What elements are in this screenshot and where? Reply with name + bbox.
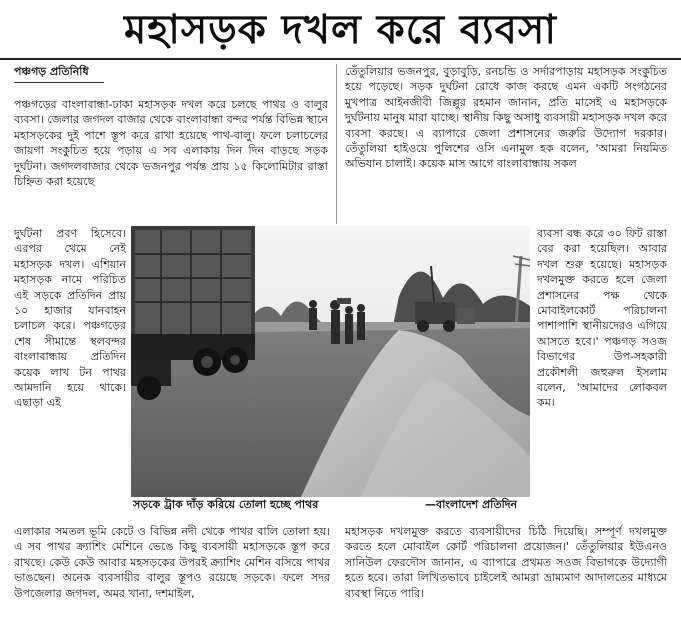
column-divider [336, 64, 337, 224]
photo-caption: সড়কে ট্রাক দাঁড় করিয়ে তোলা হচ্ছে পাথর [133, 498, 319, 511]
photo-credit: —বাংলাদেশ প্রতিদিন [425, 498, 518, 511]
byline-underline [14, 82, 104, 83]
headline: মহাসড়ক দখল করে ব্যবসা [124, 7, 557, 53]
column-1-narrow-text: দুর্ঘটনা প্রবণ হিসেবে। এরপর থেমে নেই মহাসড়ক দখল। এশিয়ান মহাসড়ক নামে পরিচিত এই সড়কে প্রতিদিন প্রায় ১০ হাজার যানবাহন চলাচল করে। পঞ্চগড়ের শেষ সীমান্তে স্থলবন্দর বাংলাবান্ধায় প্রতিদিন কয়েক লাখ টন পাথর আমদানি হয়ে থাকে। এছাড়া এই [14, 227, 126, 410]
column-2-bottom-text: মহাসড়ক দখলমুক্ত করতে ব্যবসায়ীদের চিঠি দিয়েছি। সম্পূর্ণ দখলমুক্ত করতে হলে মোবাইল কোর্ট পরিচালনা প্রয়োজন।' তেঁতুলিয়ার ইউএনও সানিউল ফেরদৌস জানান, এ ব্যাপারে প্রথমত সওজ বিভাগকে উদ্যোগী হতে হবে। তারা লিখিতভাবে চাইলেই আমরা ভ্রাম্যমাণ আদালতের মাধ্যমে ব্যবস্থা নিতে পারি। [345, 525, 667, 600]
column-1-bottom-text: এলাকার সমতল ভূমি কেটে ও বিভিন্ন নদী থেকে পাথর বালি তোলা হয়। এ সব পাথর ক্র্যাশিং মেশিনে ভেঙে কিছু ব্যবসায়ী মহাসড়কে স্তূপ করে রাখছে। কেউ কেউ আবার মহসড়কের উপরই ক্র্যাশিং মেশিন বসিয়ে পাথর ভাঙছেন। অনেক ব্যবসায়ীর বালুর স্তূপও রয়েছে সড়কে। ফলে সদর উপজেলার জগদল, অমর খানা, দশমাইল, [14, 525, 330, 600]
news-photo [131, 226, 530, 497]
column-2-narrow-text: ব্যবসা বন্ধ করে ৩০ ফিট রাস্তা বের করা হয়েছিল। আবার দখল শুরু হয়েছে। মহাসড়ক দখলমুক্ত করতে হলে জেলা প্রশাসনের পক্ষ থেকে মোবাইলকোর্ট পরিচালনা পাশাপাশি স্থানীয়দেরও এগিয়ে আসতে হবে।' পঞ্চগড় সওজ বিভাগের উপ-সহকারী প্রকৌশলী জহুরুল ইসলাম বলেন, 'আমাদের লোকবল কম। [537, 227, 667, 410]
column-2-top-text: তেঁতুলিয়ার ভজনপুর, বুড়াবুড়ি, রনচন্ডি ও সর্দারপাড়ায় মহাসড়ক সংকুচিত হয়ে পড়েছে। সড়ক দুর্ঘটনা রোধে কাজ করছে এমন একটি সংগঠনের মুখপাত্র আইনজীবী জিল্লুর রহমান জানান, প্রতি মাসেই এ মহাসড়কে দুর্ঘটনায় মানুষ মারা যাচ্ছে। স্থানীয় কিছু অসাধু ব্যবসায়ী মহাসড়ক দখল করে ব্যবসা করছে। এ ব্যাপারে জেলা প্রশাসনের জরুরি উদ্যোগ দরকার। তেঁতুলিয়া হাইওয়ে পুলিশের ওসি এনামুল হক বলেন, 'আমরা নিয়মিত অভিযান চালাই। কয়েক মাস আগে বাংলাবান্ধায় সকল [345, 65, 667, 171]
headline-rule [0, 58, 681, 60]
byline: পঞ্চগড় প্রতিনিধি [14, 65, 89, 78]
column-1-top-text: পঞ্চগড়ের বাংলাবান্ধা-ঢাকা মহাসড়ক দখল করে চলছে পাথর ও বালুর ব্যবসা। জেলার জগদল বাজার থেকে বাংলাবান্ধা বন্দর পর্যন্ত বিভিন্ন স্থানে মহাসড়কের দুই পাশে স্তূপ করে রাখা হয়েছে পাথ-বালু। ফলে চলাচলের জায়গা সংকুচিত হয়ে পড়ায় এ সব এলাকায় দিন দিন বাড়ছে সড়ক দুর্ঘটনা। জগদলবাজার থেকে ভজনপুর পর্যন্ত প্রায় ১৫ কিলোমিটার রাস্তা চিহ্নিত করা হয়েছে [14, 98, 328, 189]
